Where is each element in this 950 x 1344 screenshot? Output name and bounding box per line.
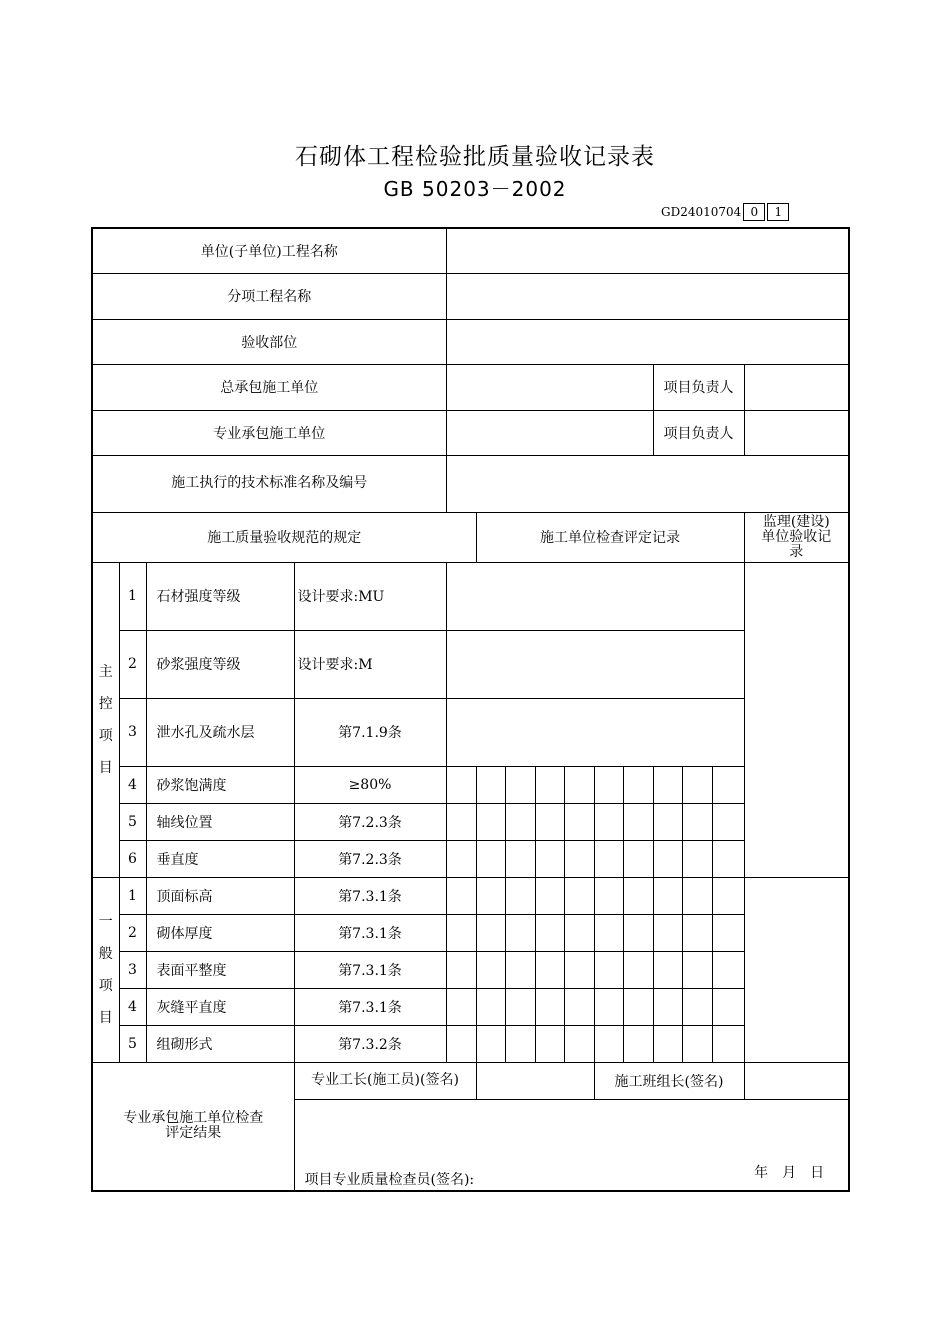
standard-name-value[interactable] xyxy=(446,455,849,512)
standard-number: GB 50203－2002 xyxy=(383,177,567,201)
item-requirement: 第7.2.3条 xyxy=(294,803,446,840)
measure-cell[interactable] xyxy=(446,766,476,803)
measure-cell[interactable] xyxy=(535,1025,564,1062)
item-requirement: 第7.3.1条 xyxy=(294,951,446,988)
row-specialty-contractor xyxy=(92,410,849,455)
acceptance-part-value[interactable] xyxy=(446,319,849,364)
measure-cell[interactable] xyxy=(476,803,505,840)
measure-cell[interactable] xyxy=(682,803,712,840)
measure-cell[interactable] xyxy=(682,840,712,877)
item-name: 石材强度等级 xyxy=(146,562,294,630)
table-row xyxy=(92,877,849,914)
measure-cell[interactable] xyxy=(535,951,564,988)
item-name: 顶面标高 xyxy=(146,877,294,914)
measure-cell[interactable] xyxy=(564,951,594,988)
specialty-contractor-value[interactable] xyxy=(446,410,653,455)
measure-cell[interactable] xyxy=(594,840,623,877)
row-sub-project xyxy=(92,273,849,319)
measure-cell[interactable] xyxy=(682,988,712,1025)
measure-cell[interactable] xyxy=(653,803,682,840)
item-record[interactable] xyxy=(446,698,744,766)
item-requirement: 第7.3.1条 xyxy=(294,988,446,1025)
measure-cell[interactable] xyxy=(682,1025,712,1062)
measure-cell[interactable] xyxy=(653,988,682,1025)
measure-cell[interactable] xyxy=(712,988,744,1025)
measure-cell[interactable] xyxy=(682,914,712,951)
measure-cell[interactable] xyxy=(446,914,476,951)
item-requirement: 第7.3.1条 xyxy=(294,877,446,914)
main-control-supervision-record[interactable] xyxy=(744,562,849,877)
item-name: 垂直度 xyxy=(146,840,294,877)
project-name-label: 单位(子单位)工程名称 xyxy=(92,228,446,273)
measure-cell[interactable] xyxy=(446,1025,476,1062)
construction-record-header: 施工单位检查评定记录 xyxy=(476,512,744,562)
row-standard-name xyxy=(92,455,849,512)
foreman-label: 专业工长(施工员)(签名) xyxy=(294,1062,476,1099)
measure-cell[interactable] xyxy=(505,803,535,840)
measure-cell[interactable] xyxy=(712,1025,744,1062)
item-requirement: 第7.3.1条 xyxy=(294,914,446,951)
measure-cell[interactable] xyxy=(682,766,712,803)
measure-cell[interactable] xyxy=(653,1025,682,1062)
measure-cell[interactable] xyxy=(712,914,744,951)
row-column-headers xyxy=(92,512,849,562)
measure-cell[interactable] xyxy=(653,766,682,803)
table-row xyxy=(92,630,849,698)
item-record[interactable] xyxy=(446,630,744,698)
measure-cell[interactable] xyxy=(594,988,623,1025)
table-row xyxy=(92,766,849,803)
sub-project-value[interactable] xyxy=(446,273,849,319)
item-no: 1 xyxy=(119,562,146,630)
measure-cell[interactable] xyxy=(623,766,653,803)
measure-cell[interactable] xyxy=(623,877,653,914)
table-row xyxy=(92,803,849,840)
measure-cell[interactable] xyxy=(476,840,505,877)
measure-cell[interactable] xyxy=(476,766,505,803)
inspector-label: 项目专业质量检查员(签名): xyxy=(304,1172,475,1188)
item-no: 6 xyxy=(119,840,146,877)
item-no: 3 xyxy=(119,951,146,988)
code-box-1[interactable]: 0 xyxy=(743,203,765,221)
project-manager-label: 项目负责人 xyxy=(653,364,744,410)
sub-project-label: 分项工程名称 xyxy=(92,273,446,319)
measure-cell[interactable] xyxy=(476,877,505,914)
page-title: 石砌体工程检验批质量验收记录表 xyxy=(295,144,655,170)
form-code xyxy=(661,203,789,221)
table-row xyxy=(92,1025,849,1062)
measure-cell[interactable] xyxy=(446,988,476,1025)
measure-cell[interactable] xyxy=(653,877,682,914)
table-row xyxy=(92,988,849,1025)
spec-column-header: 施工质量验收规范的规定 xyxy=(92,512,476,562)
measure-cell[interactable] xyxy=(476,951,505,988)
item-no: 5 xyxy=(119,803,146,840)
item-name: 表面平整度 xyxy=(146,951,294,988)
measure-cell[interactable] xyxy=(564,914,594,951)
table-row xyxy=(92,698,849,766)
measure-cell[interactable] xyxy=(623,951,653,988)
project-manager-value-2[interactable] xyxy=(744,410,849,455)
item-record[interactable] xyxy=(446,562,744,630)
item-requirement: 第7.1.9条 xyxy=(294,698,446,766)
item-name: 泄水孔及疏水层 xyxy=(146,698,294,766)
measure-cell[interactable] xyxy=(564,803,594,840)
item-requirement: 第7.2.3条 xyxy=(294,840,446,877)
item-name: 砂浆饱满度 xyxy=(146,766,294,803)
team-leader-signature[interactable] xyxy=(744,1062,849,1099)
project-name-value[interactable] xyxy=(446,228,849,273)
item-no: 2 xyxy=(119,630,146,698)
measure-cell[interactable] xyxy=(653,840,682,877)
measure-cell[interactable] xyxy=(594,877,623,914)
project-manager-value[interactable] xyxy=(744,364,849,410)
measure-cell[interactable] xyxy=(505,840,535,877)
item-name: 组砌形式 xyxy=(146,1025,294,1062)
measure-cell[interactable] xyxy=(535,914,564,951)
measure-cell[interactable] xyxy=(535,877,564,914)
measure-cell[interactable] xyxy=(535,766,564,803)
item-no: 3 xyxy=(119,698,146,766)
measure-cell[interactable] xyxy=(446,877,476,914)
measure-cell[interactable] xyxy=(712,877,744,914)
measure-cell[interactable] xyxy=(712,803,744,840)
measure-cell[interactable] xyxy=(623,988,653,1025)
measure-cell[interactable] xyxy=(505,877,535,914)
measure-cell[interactable] xyxy=(505,766,535,803)
project-manager-label-2: 项目负责人 xyxy=(653,410,744,455)
measure-cell[interactable] xyxy=(594,766,623,803)
measure-cell[interactable] xyxy=(535,988,564,1025)
row-acceptance-part xyxy=(92,319,849,364)
measure-cell[interactable] xyxy=(623,1025,653,1062)
measure-cell[interactable] xyxy=(594,914,623,951)
supervision-record-header: 监理(建设)单位验收记录 xyxy=(744,512,849,562)
item-requirement: ≥80% xyxy=(294,766,446,803)
inspection-form xyxy=(91,227,850,1192)
measure-cell[interactable] xyxy=(505,914,535,951)
measure-cell[interactable] xyxy=(535,840,564,877)
measure-cell[interactable] xyxy=(505,988,535,1025)
measure-cell[interactable] xyxy=(564,877,594,914)
general-contractor-value[interactable] xyxy=(446,364,653,410)
measure-cell[interactable] xyxy=(623,803,653,840)
item-no: 2 xyxy=(119,914,146,951)
item-no: 1 xyxy=(119,877,146,914)
item-name: 轴线位置 xyxy=(146,803,294,840)
item-requirement: 第7.3.2条 xyxy=(294,1025,446,1062)
item-requirement: 设计要求:M xyxy=(294,630,446,698)
general-contractor-label: 总承包施工单位 xyxy=(92,364,446,410)
standard-name-label: 施工执行的技术标准名称及编号 xyxy=(92,455,446,512)
row-project-name xyxy=(92,228,849,273)
form-code-text: GD24010704 xyxy=(661,205,742,219)
table-row xyxy=(92,951,849,988)
item-name: 砂浆强度等级 xyxy=(146,630,294,698)
table-row xyxy=(92,840,849,877)
row-signatures xyxy=(92,1062,849,1099)
measure-cell[interactable] xyxy=(535,803,564,840)
item-no: 4 xyxy=(119,988,146,1025)
specialty-contractor-label: 专业承包施工单位 xyxy=(92,410,446,455)
item-no: 5 xyxy=(119,1025,146,1062)
measure-cell[interactable] xyxy=(682,951,712,988)
measure-cell[interactable] xyxy=(712,951,744,988)
measure-cell[interactable] xyxy=(476,988,505,1025)
acceptance-part-label: 验收部位 xyxy=(92,319,446,364)
measure-cell[interactable] xyxy=(446,803,476,840)
measure-cell[interactable] xyxy=(623,840,653,877)
main-control-group-label: 主 控 项 目 xyxy=(92,562,119,877)
code-box-2[interactable]: 1 xyxy=(767,203,789,221)
measure-cell[interactable] xyxy=(476,914,505,951)
measure-cell[interactable] xyxy=(623,914,653,951)
measure-cell[interactable] xyxy=(653,914,682,951)
general-supervision-record[interactable] xyxy=(744,877,849,1062)
item-no: 4 xyxy=(119,766,146,803)
measure-cell[interactable] xyxy=(446,840,476,877)
measure-cell[interactable] xyxy=(682,877,712,914)
measure-cell[interactable] xyxy=(446,951,476,988)
general-group-label: 一 般 项 目 xyxy=(92,877,119,1062)
date-label: 年 月 日 xyxy=(754,1165,825,1181)
item-requirement: 设计要求:MU xyxy=(294,562,446,630)
measure-cell[interactable] xyxy=(564,988,594,1025)
table-row xyxy=(92,562,849,630)
item-name: 灰缝平直度 xyxy=(146,988,294,1025)
measure-cell[interactable] xyxy=(505,1025,535,1062)
measure-cell[interactable] xyxy=(564,766,594,803)
result-label: 专业承包施工单位检查评定结果 xyxy=(92,1062,294,1191)
row-general-contractor xyxy=(92,364,849,410)
measure-cell[interactable] xyxy=(594,803,623,840)
measure-cell[interactable] xyxy=(653,951,682,988)
table-row xyxy=(92,914,849,951)
team-leader-label: 施工班组长(签名) xyxy=(594,1062,744,1099)
measure-cell[interactable] xyxy=(594,951,623,988)
measure-cell[interactable] xyxy=(476,1025,505,1062)
measure-cell[interactable] xyxy=(594,1025,623,1062)
inspector-cell[interactable] xyxy=(294,1099,849,1191)
foreman-signature[interactable] xyxy=(476,1062,594,1099)
item-name: 砌体厚度 xyxy=(146,914,294,951)
measure-cell[interactable] xyxy=(564,840,594,877)
measure-cell[interactable] xyxy=(712,840,744,877)
measure-cell[interactable] xyxy=(505,951,535,988)
measure-cell[interactable] xyxy=(712,766,744,803)
measure-cell[interactable] xyxy=(564,1025,594,1062)
